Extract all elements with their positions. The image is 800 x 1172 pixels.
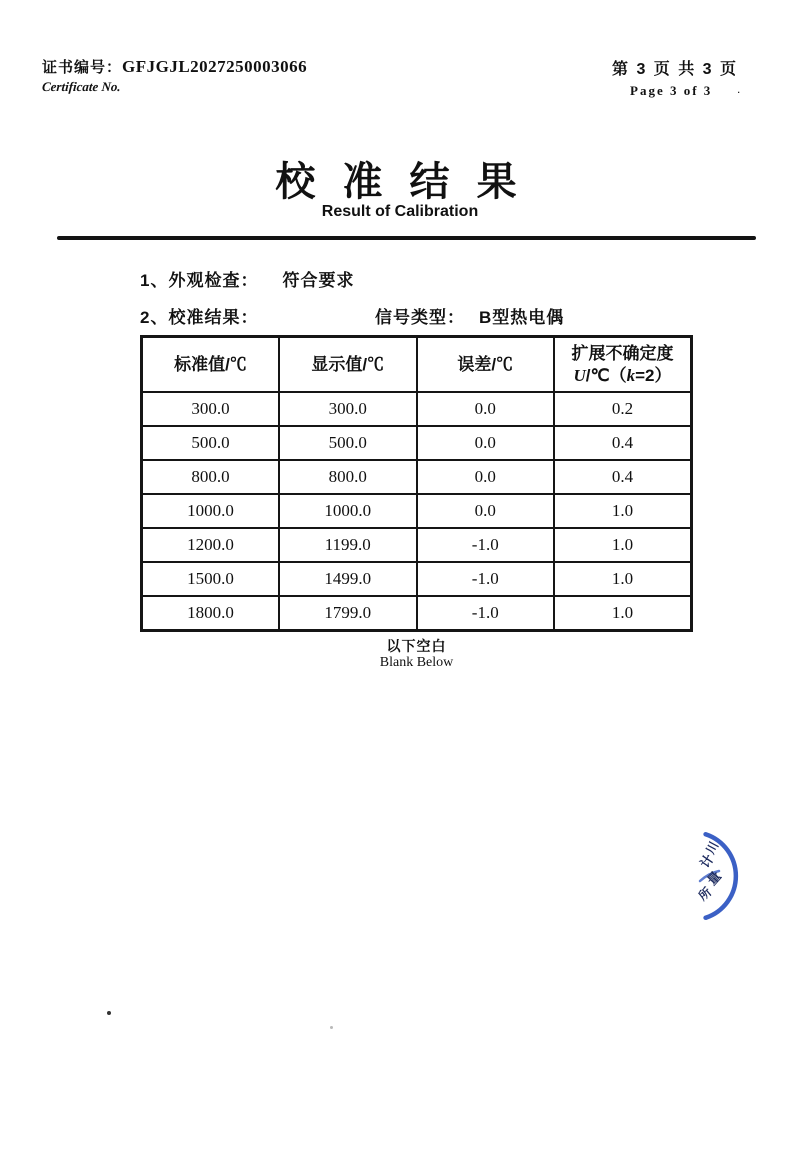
table-cell: 1500.0: [142, 562, 280, 596]
signal-type-label: 信号类型：: [375, 308, 465, 327]
table-cell: 500.0: [142, 426, 280, 460]
item-appearance-check: [140, 266, 354, 291]
table-cell: -1.0: [417, 528, 555, 562]
page-title: 校 准 结 果: [275, 160, 525, 204]
signal-type-value: B型热电偶: [479, 308, 565, 327]
table-cell: 1200.0: [142, 528, 280, 562]
scan-speck: [330, 1026, 333, 1029]
blank-below-en: Blank Below: [379, 655, 454, 670]
table-cell: 1499.0: [279, 562, 417, 596]
header-standard-value: 标准值/℃: [142, 337, 280, 393]
table-cell: 800.0: [279, 460, 417, 494]
stamp-smudge: [700, 871, 719, 881]
header-error: 误差/℃: [417, 337, 555, 393]
stamp-seal: [615, 785, 795, 985]
certificate-number-label-en: Certificate No.: [41, 79, 122, 94]
stamp-char: 量: [704, 868, 724, 889]
table-row: [142, 494, 692, 528]
header-expanded-uncertainty: 扩展不确定度 U/℃（k=2）: [554, 337, 692, 393]
table-row: [142, 562, 692, 596]
signal-type: [375, 303, 564, 328]
table-cell: 1000.0: [142, 494, 280, 528]
table-cell: 1.0: [554, 596, 692, 631]
item1-label: 外观检查：: [168, 271, 259, 290]
table-cell: 300.0: [279, 392, 417, 426]
item-calibration-result: [140, 303, 258, 328]
table-body: [142, 392, 692, 631]
table-cell: 0.0: [417, 426, 555, 460]
page-info-dot: .: [737, 82, 741, 96]
table-cell: 0.0: [417, 392, 555, 426]
table-cell: 0.0: [417, 460, 555, 494]
page-info-en: Page 3 of 3: [630, 83, 713, 98]
table-cell: 1199.0: [279, 528, 417, 562]
page-info-cn: 第 3 页 共 3 页: [612, 61, 739, 78]
table-cell: 0.4: [554, 426, 692, 460]
certificate-number-block: [42, 56, 307, 95]
calibration-results-table: [140, 335, 693, 632]
table-row: [142, 392, 692, 426]
table-cell: 1.0: [554, 494, 692, 528]
table-row: [142, 596, 692, 631]
table-cell: 0.2: [554, 392, 692, 426]
header-displayed-value: 显示值/℃: [279, 337, 417, 393]
item2-label: 校准结果：: [168, 308, 259, 327]
item1-number: 1、: [140, 271, 169, 290]
stamp-arc: [706, 834, 736, 918]
certificate-number-value: GFJGJL2027250003066: [122, 57, 308, 76]
table-cell: -1.0: [417, 596, 555, 631]
table-cell: -1.0: [417, 562, 555, 596]
table-header-row: [142, 337, 692, 393]
stamp-char: 川: [703, 839, 722, 857]
table-row: [142, 460, 692, 494]
table-cell: 500.0: [279, 426, 417, 460]
title-divider: [57, 236, 756, 240]
item2-number: 2、: [140, 308, 169, 327]
blank-below-cn: 以下空白: [386, 638, 447, 654]
table-cell: 1.0: [554, 528, 692, 562]
table-cell: 0.0: [417, 494, 555, 528]
table-cell: 0.4: [554, 460, 692, 494]
certificate-number-label: 证书编号：: [42, 59, 123, 76]
page-info-block: [612, 56, 772, 99]
item1-value: 符合要求: [282, 271, 355, 290]
table-cell: 1.0: [554, 562, 692, 596]
stamp-char: 所: [695, 884, 715, 904]
table-cell: 300.0: [142, 392, 280, 426]
table-cell: 1800.0: [142, 596, 280, 631]
table-row: [142, 426, 692, 460]
stamp-char: 计: [697, 851, 717, 871]
table-cell: 800.0: [142, 460, 280, 494]
table-cell: 1799.0: [279, 596, 417, 631]
table-row: [142, 528, 692, 562]
scan-speck: [107, 1011, 111, 1015]
page-title-en: Result of Calibration: [321, 203, 479, 220]
table-cell: 1000.0: [279, 494, 417, 528]
